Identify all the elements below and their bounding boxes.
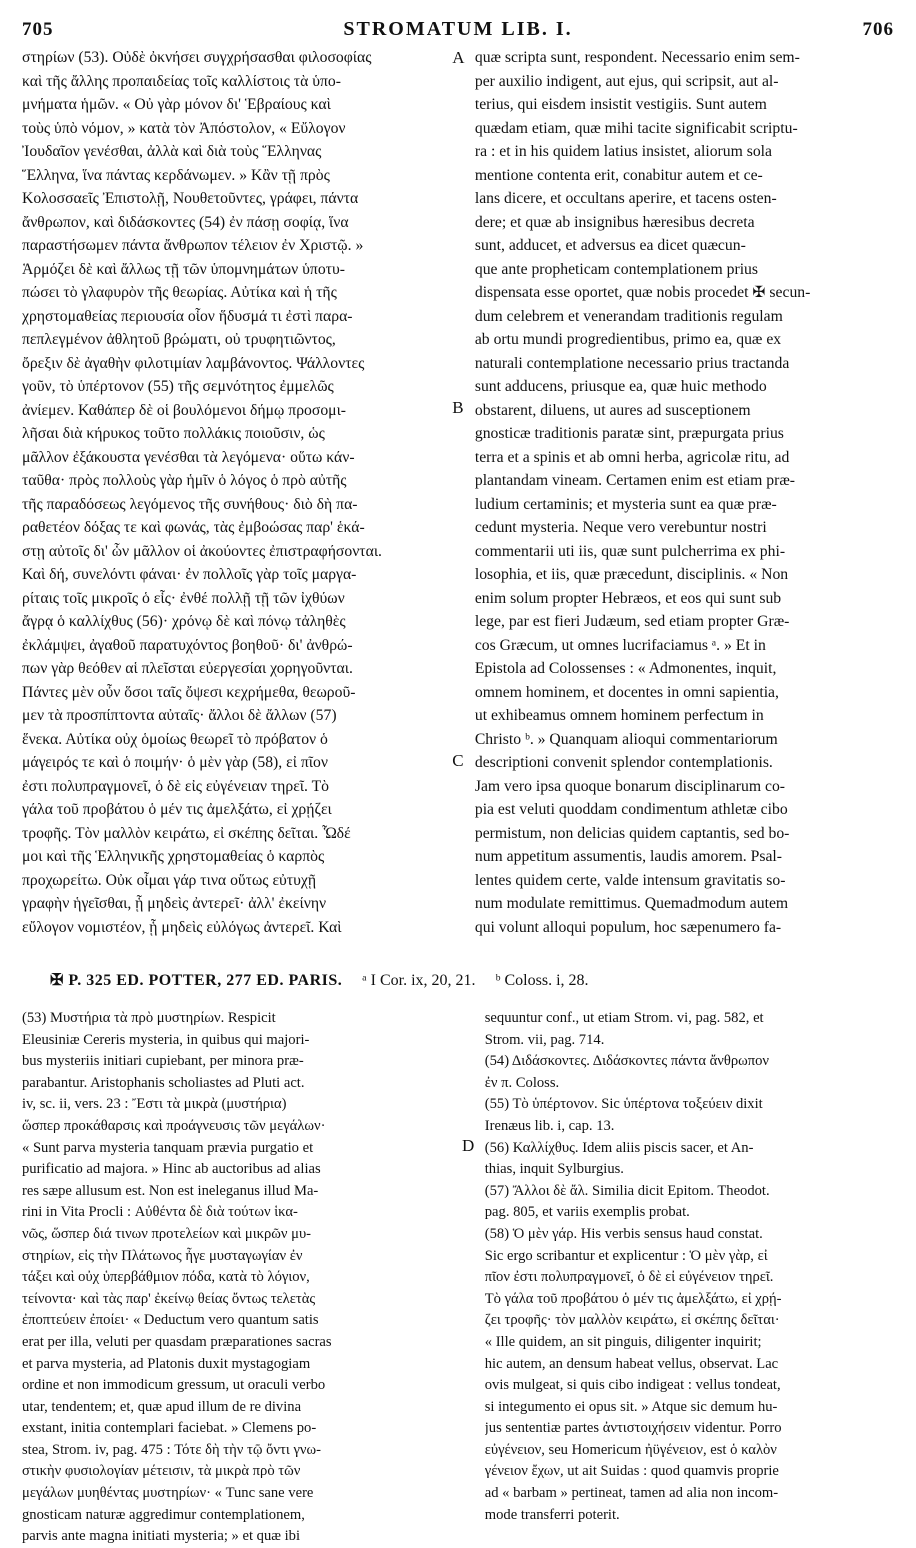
latin-text-line: mentione contenta erit, conabitur autem et ce- (474, 166, 763, 184)
latin-text-line: Epistola ad Colossenses : « Admonentes, inquit, (474, 660, 777, 677)
footnote-line: rini in Vita Procli : Αὐθέντα δὲ διὰ τούτων ἱκα- (22, 1204, 298, 1221)
margin-mark-c: C (452, 751, 464, 770)
margin-mark-d: D (462, 1136, 475, 1155)
footnote-line: iv, sc. ii, vers. 23 : Ἔστι τὰ μικρὰ (μυστήρια) (22, 1096, 287, 1113)
footnote-line: Strom. vii, pag. 714. (484, 1031, 605, 1048)
footnote-line: Irenæus lib. i, cap. 13. (484, 1117, 615, 1134)
greek-column (22, 46, 449, 968)
page-header (22, 18, 894, 46)
greek-text-line: μεν τὰ προσπίπτοντα αὐταῖς· ἄλλοι δὲ ἄλλων (57) (22, 707, 337, 724)
latin-text-line: ra : et in his quidem latius insistet, aliorum sola (474, 143, 772, 160)
greek-text-line: Καὶ δή, συνελόντι φάναι· ἐν πολλοῖς γὰρ τοῖς μαργα- (22, 566, 357, 583)
greek-text-line: ἐστι πολυπραγμονεῖ, ὁ δὲ εἰς εὐγένειαν τηρεῖ. Τὸ (22, 777, 329, 795)
greek-text-line: μᾶλλον ἐξάκουστα γενέσθαι τὰ λεγόμενα· οὕτω κάν- (22, 448, 355, 466)
latin-text-line: naturali contemplatione necessario prius tractanda (474, 354, 790, 372)
latin-text-line: lentes quidem certe, valde intensum gravitatis so- (474, 871, 786, 889)
footnote-line: εὐγένειον, seu Homericum ἠϋγένειον, est ὁ καλὸν (484, 1441, 777, 1458)
greek-text-line: πων γὰρ θεόθεν αἱ πλεῖσται εὐεργεσίαι χορηγοῦνται. (22, 660, 353, 677)
footnote-line: τείνοντα· καὶ τὰς παρ' ἐκείνῳ θείας ὄντως τελετὰς (22, 1290, 316, 1307)
footnote-line: Eleusiniæ Cereris mysteria, in quibus qui majori- (22, 1031, 310, 1048)
greek-text-line: ἄνθρωπον, καὶ διδάσκοντες (54) ἐν πάσῃ σοφίᾳ, ἵνα (22, 213, 349, 231)
footnote-line: ἐν π. Coloss. (484, 1074, 560, 1091)
latin-text-line: plantandam vineam. Certamen enim est etiam præ- (474, 472, 796, 489)
footnote-line: ad « barbam » pertineat, tamen ad alia non incom- (484, 1485, 779, 1502)
greek-text-line: Ἕλληνα, ἵνα πάντας κερδάνωμεν. » Κἂν τῇ πρὸς (22, 166, 330, 184)
footnote-line: jus sententiæ partes ἀντιστοιχήσειν videntur. Porro (484, 1420, 782, 1437)
footnote-line: ὥσπερ προκάθαρσις καὶ προάγνευσις τῶν μεγάλων· (22, 1117, 326, 1134)
latin-text-line: gnosticæ traditionis paratæ sint, præpurgata prius (474, 425, 784, 442)
footnotes (22, 1008, 898, 1545)
margin-mark-b: B (452, 398, 464, 417)
greek-text-line: τοὺς ὑπὸ νόμον, » κατὰ τὸν Ἀπόστολον, « Εὔλογον (22, 119, 346, 137)
footnote-line: bus mysteriis initiari cupiebant, per minora præ- (22, 1053, 304, 1070)
footnote-line: τάξει καὶ οὐχ ὑπερβάθμιον πόδα, κατὰ τὸ λόγιον, (22, 1269, 310, 1286)
latin-text-line: terra et a spinis et ab omni herba, agricolæ ritu, ad (474, 448, 790, 466)
footnote-line: (54) Διδάσκοντες. Διδάσκοντες πάντα ἄνθρωπον (484, 1053, 770, 1070)
latin-text-line: que ante propheticam contemplationem prius (474, 260, 759, 278)
page-number-left: 705 (22, 19, 54, 40)
greek-text-line: καὶ τῆς ἄλλης προπαιδείας τοῖς καλλίστοις τὰ ὑπο- (22, 72, 341, 90)
greek-text-line: γοῦν, τὸ ὑπέρτονον (55) τῆς σεμνότητος ἐμμελῶς (22, 378, 334, 395)
footnote-line: erat per illa, veluti per quasdam præparationes sacras (22, 1333, 332, 1350)
latin-text-line: dispensata esse oportet, quæ nobis procedet ✠ secun- (474, 284, 811, 301)
latin-text-line: ludium certaminis; et mysteria sunt ea quæ præ- (474, 495, 777, 513)
greek-text-line: πώσει τὸ γλαφυρὸν τῆς θεωρίας. Αὐτίκα καὶ ἡ τῆς (22, 284, 337, 301)
greek-text-line: στῃ αὐτοῖς δι' ὧν μᾶλλον οἱ ἀκούοντες ἐπιστραφήσονται. (22, 542, 382, 560)
latin-text-line: num appetitum assumentis, laudis amorem. Psal- (474, 848, 783, 865)
greek-text-line: εὔλογον νομιστέον, ᾗ μηδεὶς εὐλόγως ἀντερεῖ. Καὶ (22, 918, 342, 936)
page-number-right: 706 (862, 19, 894, 40)
footnotes-left-column (22, 1008, 459, 1545)
greek-text-line: παραστήσωμεν πάντα ἄνθρωπον τέλειον ἐν Χριστῷ. » (22, 237, 364, 254)
latin-text-line: num modulate remittimus. Quemadmodum autem (474, 895, 789, 912)
footnote-line: parvis ante magna initiati mysteria; » et quæ ibi (22, 1528, 301, 1545)
margin-rail (449, 46, 469, 968)
footnote-line: « Ille quidem, an sit pinguis, diligenter inquirit; (484, 1333, 762, 1350)
greek-text-line: ἕνεκα. Αὐτίκα οὐχ ὁμοίως θεωρεῖ τὸ πρόβατον ὁ (22, 730, 328, 748)
edition-line (50, 970, 886, 990)
footnote-line: exstant, initia contemplari faciebat. » Clemens po- (22, 1420, 317, 1437)
running-title: STROMATUM LIB. I. (343, 18, 573, 40)
greek-text-line: λῆσαι διὰ κήρυκος τοῦτο πολλάκις ποιοῦσιν, ὡς (22, 425, 325, 442)
footnote-line: hic autem, an densum habeat vellus, observat. Lac (484, 1355, 779, 1372)
footnotes-right-column (477, 1008, 898, 1528)
footnote-line: pag. 805, et variis exemplis probat. (484, 1204, 690, 1221)
footnote-line: (56) Καλλίχθυς. Idem aliis piscis sacer, et An- (484, 1139, 754, 1156)
footnote-line: (58) Ὁ μὲν γάρ. His verbis sensus haud constat. (484, 1225, 763, 1242)
footnote-line: (57) Ἄλλοι δὲ ἄλ. Similia dicit Epitom. Theodot. (484, 1182, 770, 1199)
greek-text-line: προχωρείτω. Οὐκ οἶμαι γάρ τινα οὕτως εὐτυχῇ (22, 871, 317, 889)
latin-text-line: lege, par est fieri Judæum, sed etiam propter Græ- (474, 613, 790, 630)
scripture-ref-b: ᵇ Coloss. i, 28. (495, 972, 589, 989)
greek-text-line: τροφῆς. Τὸν μαλλὸν κειράτω, εἰ σκέπης δεῖται. Ὧδέ (22, 824, 351, 842)
latin-text-line: quædam etiam, quæ mihi tacite significabit scriptu- (474, 119, 798, 137)
greek-text-line: γραφὴν ἡγεῖσθαι, ᾗ μηδεὶς ἀντερεῖ· ἀλλ' ἐκείνην (22, 895, 327, 912)
scripture-ref-a: ᵃ I Cor. ix, 20, 21. (362, 972, 476, 989)
latin-text-line: dum celebrem et venerandam traditionis regulam (474, 307, 783, 325)
footnote-line: μεγάλων μυηθέντας μυστηρίων· « Tunc sane vere (22, 1485, 314, 1502)
latin-text-line: enim solum propter Hebræos, et eos qui sunt sub (474, 589, 782, 607)
latin-column (469, 46, 898, 968)
footnote-line: Sic ergo scribantur et explicentur : Ὁ μὲν γὰρ, εἰ (484, 1247, 768, 1264)
greek-text-line: ὄρεξιν δὲ ἀγαθὴν φιλοτιμίαν λαμβάνοντος. Ψάλλοντες (22, 354, 365, 372)
greek-text-line: ἀνίεμεν. Καθάπερ δὲ οἱ βουλόμενοι δήμῳ προσομι- (22, 401, 347, 419)
margin-mark-a: A (452, 48, 465, 67)
latin-text-line: ab ortu mundi progredientibus, primo ea, quæ ex (474, 331, 782, 348)
latin-text-line: commentarii uti iis, quæ sunt pulcherrima ex phi- (474, 542, 786, 560)
latin-text-line: qui volunt alloqui populum, hoc sæpenumero fa- (474, 918, 782, 936)
footnote-line: ordine et non immodicum gressum, ut oraculi verbo (22, 1377, 326, 1394)
latin-text-line: permistum, non delicias quidem captantis, sed bo- (474, 824, 790, 842)
footnote-line: si integumento ei opus sit. » Atque sic demum hu- (484, 1398, 778, 1415)
latin-text-line: dere; et quæ ab insignibus hæresibus decreta (474, 213, 755, 231)
latin-text-line: pia est veluti quoddam condimentum athletæ cibo (474, 801, 788, 818)
greek-text-line: Κολοσσαεῖς Ἐπιστολῇ, Νουθετοῦντες, γράφει, πάντα (22, 190, 359, 207)
footnote-line: mode transferri poterit. (484, 1506, 620, 1523)
edition-reference: ✠ P. 325 ED. POTTER, 277 ED. PARIS. (50, 972, 343, 989)
greek-text-line: χρηστομαθείας περιουσία οἷον ἥδυσμά τι ἐστὶ παρα- (22, 307, 353, 325)
latin-text-line: per auxilio indigent, aut ejus, qui scripsit, aut al- (474, 72, 779, 90)
greek-text-line: Ἰουδαῖον γενέσθαι, ἀλλὰ καὶ διὰ τοὺς Ἕλληνας (22, 143, 322, 160)
greek-text-line: Ἁρμόζει δὲ καὶ ἄλλως τῇ τῶν ὑπομνημάτων ὑποτυ- (22, 260, 345, 278)
greek-text-line: μνήματα ἡμῶν. « Οὐ γὰρ μόνον δι' Ἑβραίους καὶ (22, 96, 331, 113)
greek-text-line: στηρίων (53). Οὐδὲ ὀκνήσει συγχρήσασθαι φιλοσοφίας (22, 49, 372, 66)
latin-text-line: cedunt mysteria. Neque vero verebuntur nostri (474, 519, 767, 536)
footnote-line: Τὸ γάλα τοῦ προβάτου ὁ μέν τις ἀμελξάτω, εἰ χρῄ- (484, 1290, 782, 1307)
footnote-line: στηρίων, εἰς τὴν Πλάτωνος ἦγε μυσταγωγίαν ἐν (22, 1247, 303, 1264)
notes-margin-rail (459, 1008, 477, 1528)
latin-text-line: omnem hominem, et docentes in omni sapientia, (474, 683, 779, 701)
footnote-line: parabantur. Aristophanis scholiastes ad Pluti act. (22, 1074, 305, 1091)
footnote-line: purificatio ad majora. » Hinc ab auctoribus ad alias (22, 1161, 321, 1178)
latin-text-line: sunt, adducet, et adversus ea dicet quæcun- (474, 237, 746, 254)
greek-text-line: ἐκλάμψει, ἀγαθοῦ παρατυχόντος βοηθοῦ· δι' ἀνθρώ- (22, 636, 353, 654)
footnote-line: στικὴν φυσιολογίαν μέτεισιν, τὰ μικρὰ πρὸ τῶν (22, 1463, 301, 1480)
footnote-line: ζει τροφῆς· τὸν μαλλὸν κειράτω, εἰ σκέπης δεῖται· (484, 1312, 780, 1329)
footnote-line: gnosticam naturæ aggredimur contemplationem, (22, 1506, 305, 1523)
latin-text-line: Jam vero ipsa quoque bonarum disciplinarum co- (474, 777, 786, 795)
footnote-line: ovis mulgeat, si quis cibo indigeat : vellus tondeat, (484, 1377, 781, 1394)
footnote-line: res sæpe allusum est. Non est ineleganus illud Ma- (22, 1182, 319, 1199)
footnote-line: πῖον ἐστι πολυπραγμονεῖ, ὁ δὲ εἰ εὐγένειον τηρεῖ. (484, 1269, 774, 1286)
latin-text-line: sunt adducens, priusque ea, quæ huic methodo (474, 378, 767, 395)
greek-text-line: τῆς παραδόσεως λεγόμενος τῆς συνήθους· διὸ δὴ πα- (22, 495, 358, 513)
latin-text-line: obstarent, diluens, ut aures ad susceptionem (474, 401, 751, 419)
latin-text-line: ut exhibeamus omnem hominem perfectum in (474, 707, 764, 724)
footnote-line: sequuntur conf., ut etiam Strom. vi, pag. 582, et (484, 1010, 764, 1026)
latin-text-line: lans dicere, et occultans aperire, et tacens osten- (474, 190, 777, 207)
footnote-line: νῶς, ὥσπερ διά τινων προτελείων καὶ μικρῶν μυ- (22, 1225, 312, 1242)
footnote-line: thias, inquit Sylburgius. (484, 1161, 624, 1178)
greek-text-line: Πάντες μὲν οὖν ὅσοι ταῖς ὄψεσι κεχρήμεθα, θεωροῦ- (22, 683, 356, 701)
greek-text-line: πεπλεγμένον ἀθλητοῦ βρώματι, οὐ τρυφητιῶντος, (22, 331, 336, 348)
footnote-line: « Sunt parva mysteria tanquam prævia purgatio et (22, 1139, 314, 1156)
greek-text-line: μάγειρός τε καὶ ὁ ποιμήν· ὁ μὲν γὰρ (58), εἰ πῖον (22, 754, 328, 771)
footnote-line: (53) Μυστήρια τὰ πρὸ μυστηρίων. Respicit (22, 1010, 276, 1026)
latin-text-line: losophia, et iis, quæ præcedunt, disciplinis. « Non (474, 566, 789, 583)
greek-text-line: ταῦθα· πρὸς πολλοὺς γὰρ ἡμῖν ὁ λόγος ὁ πρὸ αὐτῆς (22, 472, 347, 489)
greek-text-line: μοι καὶ τῆς Ἑλληνικῆς χρηστομαθείας ὁ καρπὸς (22, 848, 325, 865)
greek-text-line: ἄγρᾳ ὁ καλλίχθυς (56)· χρόνῳ δὲ καὶ πόνῳ τἀληθὲς (22, 613, 346, 630)
footnote-line: ἐποπτεύειν ἐποίει· « Deductum vero quantum satis (22, 1312, 319, 1329)
latin-text-line: terius, qui eisdem insistit vestigiis. Sunt autem (474, 96, 767, 113)
footnote-line: utar, tendentem; et, quæ apud illum de re divina (22, 1398, 302, 1415)
latin-text-line: Christo ᵇ. » Quanquam alioqui commentariorum (474, 730, 778, 748)
footnote-line: (55) Τὸ ὑπέρτονον. Sic ὑπέρτονα τοξεύειν dixit (484, 1096, 763, 1113)
greek-text-line: γάλα τοῦ προβάτου ὁ μέν τις ἀμελξάτω, εἰ χρῄζει (22, 801, 332, 818)
latin-text-line: descriptioni convenit splendor contemplationis. (474, 754, 773, 771)
footnote-line: stea, Strom. iv, pag. 475 : Τότε δὴ τὴν τῷ ὄντι γνω- (22, 1441, 321, 1458)
main-text (22, 46, 898, 968)
greek-text-line: ρίταις τοῖς μικροῖς ὁ εἷς· ἐνθέ πολλῇ τῇ τῶν ἰχθύων (22, 589, 345, 607)
footnote-line: γένειον ἔχων, ut ait Suidas : quod quamvis proprie (484, 1463, 779, 1480)
greek-text-line: ραθετέον δόξας τε καὶ φωνάς, τὰς ἐμβοώσας παρ' ἑκά- (22, 519, 365, 536)
footnote-line: et parva mysteria, ad Platonis duxit mystagogiam (22, 1355, 311, 1372)
latin-text-line: cos Græcum, ut omnes lucrifaciamus ᵃ. » Et in (474, 636, 766, 654)
latin-text-line: quæ scripta sunt, respondent. Necessario enim sem- (474, 49, 800, 66)
